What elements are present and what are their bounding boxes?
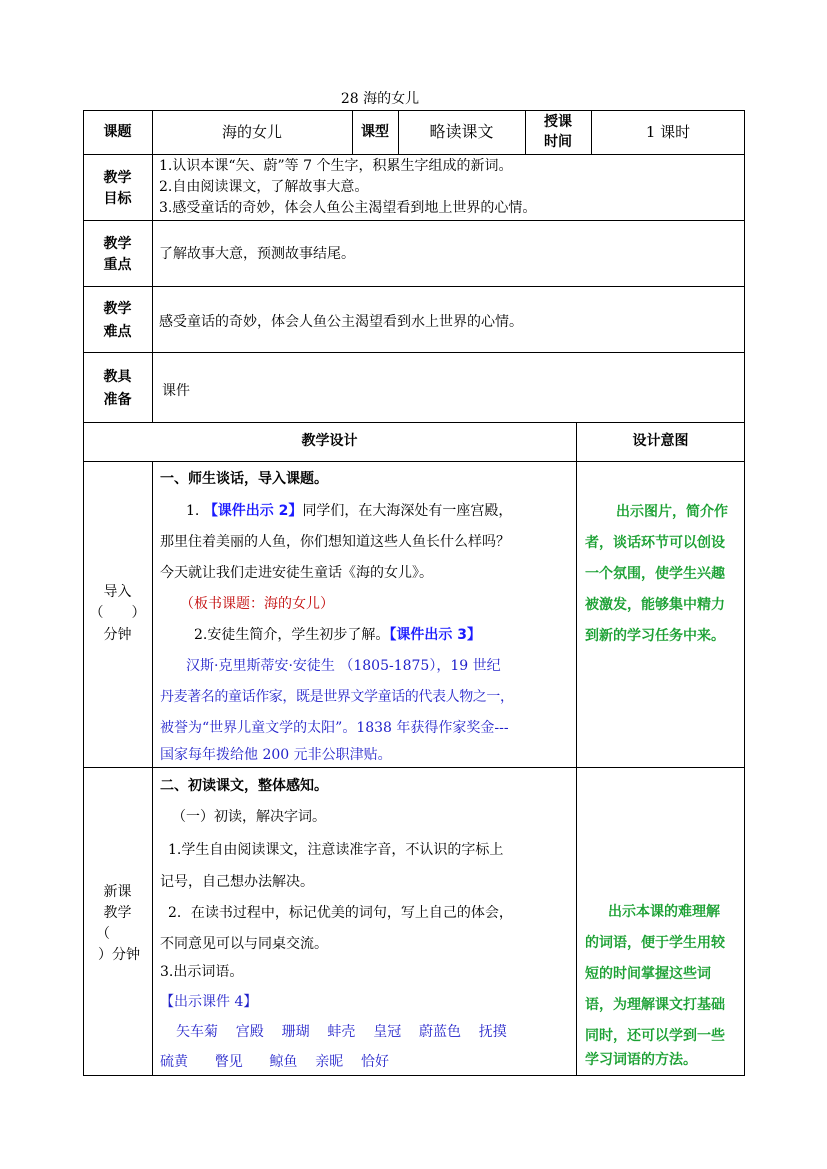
type-label: 课型 <box>361 124 389 140</box>
s1-p2 <box>194 625 574 645</box>
s1-intent-4: 被激发，能够集中精力 <box>585 597 725 613</box>
s1-intent-1: 出示图片，简介作 <box>616 504 728 520</box>
goal-item-3: 3.感受童话的奇妙，体会人鱼公主渴望看到地上世界的心情。 <box>159 200 537 216</box>
s1-bio-3: 被誉为“世界儿童文学的太阳”。1838 年获得作家奖金--- <box>160 720 509 736</box>
s1-p1-line1 <box>186 501 576 521</box>
s1-intent-5: 到新的学习任务中来。 <box>585 628 725 644</box>
s1-label-3: 分钟 <box>103 627 132 643</box>
s1-heading: 一、师生谈话，导入课题。 <box>160 471 328 487</box>
row-divider <box>83 286 745 287</box>
s1-p1-tag: 【课件出示 2】 <box>203 503 303 519</box>
col-divider <box>152 110 153 422</box>
s1-p1-line3: 今天就让我们走进安徒生童话《海的女儿》。 <box>160 565 433 581</box>
row-divider <box>83 767 745 768</box>
s2-s2a: 2．在读书过程中，标记优美的词句，写上自己的体会， <box>168 905 513 921</box>
s2-label-4: ）分钟 <box>98 947 140 963</box>
s2-intent-1: 出示本课的难理解 <box>608 904 720 920</box>
page-title: 28 海的女儿 <box>340 91 420 107</box>
s2-s1a: 1.学生自由阅读课文，注意读准字音，不认识的字标上 <box>168 842 504 858</box>
tools-label-2: 准备 <box>103 392 132 408</box>
focus-label-1: 教学 <box>103 236 132 252</box>
topic-value: 海的女儿 <box>221 123 282 141</box>
s1-board: （板书课题：海的女儿） <box>180 596 334 612</box>
s2-words-2: 硫黄 瞥见 鲸鱼 亲昵 恰好 <box>160 1054 390 1070</box>
s2-heading: 二、初读课文，整体感知。 <box>160 778 328 794</box>
s1-intent-3: 一个氛围，使学生兴趣 <box>585 566 725 582</box>
type-value: 略读课文 <box>429 122 494 141</box>
tools-label-1: 教具 <box>103 369 132 385</box>
time-label-2: 时间 <box>544 134 572 150</box>
goals-label-1: 教学 <box>103 170 132 186</box>
s2-intent-3: 短的时间掌握这些词 <box>585 966 711 982</box>
s1-label-1: 导入 <box>103 584 132 600</box>
s2-s1b: 记号，自己想办法解决。 <box>160 874 314 890</box>
s2-label-3: （ <box>96 926 110 942</box>
s2-intent-4: 语，为理解课文打基础 <box>585 997 725 1013</box>
s2-intent-5: 同时，还可以学到一些 <box>585 1028 725 1044</box>
row-divider <box>83 352 745 353</box>
s1-p2-text: 2.安徒生简介，学生初步了解。 <box>194 627 390 643</box>
row-divider <box>83 461 745 462</box>
design-header-left: 教学设计 <box>301 433 358 449</box>
col-divider <box>152 461 153 1076</box>
s1-bio-4: 国家每年拨给他 200 元非公职津贴。 <box>160 747 392 763</box>
row-divider <box>83 220 745 221</box>
s2-sub1: （一）初读，解决字词。 <box>172 809 326 825</box>
difficulty-text: 感受童话的奇妙，体会人鱼公主渴望看到水上世界的心情。 <box>159 314 523 330</box>
goal-item-2: 2.自由阅读课文，了解故事大意。 <box>159 179 369 195</box>
time-label-1: 授课 <box>544 114 572 130</box>
s1-intent-2: 者，谈话环节可以创设 <box>585 535 725 551</box>
focus-label-2: 重点 <box>103 257 132 273</box>
design-header-right: 设计意图 <box>632 433 689 449</box>
time-value: 1 课时 <box>645 123 691 141</box>
col-divider <box>576 422 577 1076</box>
difficulty-label-2: 难点 <box>103 324 132 340</box>
s2-s2b: 不同意见可以与同桌交流。 <box>160 936 328 952</box>
s1-p1-a: 同学们，在大海深处有一座宫殿， <box>302 503 513 519</box>
s1-label-2: （ ） <box>89 605 146 621</box>
row-divider <box>83 422 745 423</box>
s2-label-2: 教学 <box>103 905 132 921</box>
row-divider <box>83 154 745 155</box>
s2-intent-2: 的词语，便于学生用较 <box>585 935 725 951</box>
s1-p1-prefix: 1. <box>186 503 200 519</box>
goals-label-2: 目标 <box>103 191 132 207</box>
s2-s3: 3.出示词语。 <box>160 964 244 980</box>
s2-label-1: 新课 <box>103 884 132 900</box>
tools-text: 课件 <box>162 383 190 399</box>
s1-p2-tag: 【课件出示 3】 <box>389 627 481 643</box>
goal-item-1: 1.认识本课“矢、蔚”等 7 个生字，积累生字组成的新词。 <box>159 158 513 174</box>
s2-words-1: 矢车菊 宫殿 珊瑚 蚌壳 皇冠 蔚蓝色 抚摸 <box>176 1024 507 1040</box>
s1-bio-1: 汉斯·克里斯蒂安·安徒生 （1805-1875），19 世纪 <box>186 658 501 674</box>
topic-label: 课题 <box>103 124 132 140</box>
s1-p1-line2: 那里住着美丽的人鱼，你们想知道这些人鱼长什么样吗？ <box>160 534 510 550</box>
s2-s3-tag: 【出示课件 4】 <box>160 994 258 1010</box>
s2-intent-6: 学习词语的方法。 <box>585 1052 697 1068</box>
focus-text: 了解故事大意，预测故事结尾。 <box>159 246 355 262</box>
s1-bio-2: 丹麦著名的童话作家，既是世界文学童话的代表人物之一， <box>160 689 514 705</box>
difficulty-label-1: 教学 <box>103 301 132 317</box>
